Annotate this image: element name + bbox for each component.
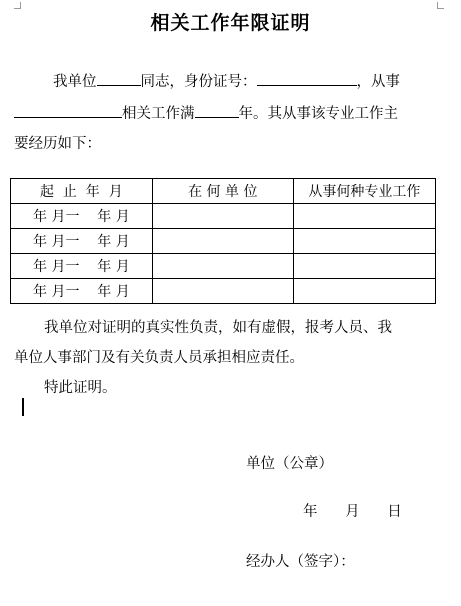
header-unit: 在 何 单 位 bbox=[152, 179, 293, 204]
intro-text-engaged: ，从事 bbox=[356, 74, 400, 90]
work-cell[interactable] bbox=[293, 279, 435, 304]
table-row bbox=[11, 204, 436, 229]
name-blank[interactable] bbox=[97, 70, 141, 86]
unit-cell[interactable] bbox=[152, 229, 293, 254]
header-period: 起 止 年 月 bbox=[11, 179, 153, 204]
period-cell[interactable]: 年 月一 年 月 bbox=[11, 279, 153, 304]
handler-signature-label: 经办人（签字）： bbox=[246, 554, 355, 570]
period-cell[interactable]: 年 月一 年 月 bbox=[11, 229, 153, 254]
id-number-blank[interactable] bbox=[257, 70, 357, 86]
document-title: 相关工作年限证明 bbox=[150, 12, 311, 34]
intro-line-3: 要经历如下： bbox=[14, 136, 101, 152]
work-cell[interactable] bbox=[293, 254, 435, 279]
table-row bbox=[11, 279, 436, 304]
unit-cell[interactable] bbox=[152, 279, 293, 304]
work-cell[interactable] bbox=[293, 204, 435, 229]
table-row bbox=[11, 254, 436, 279]
experience-table bbox=[10, 178, 436, 304]
intro-line-1 bbox=[53, 70, 400, 91]
intro-text-id: 同志，身份证号： bbox=[140, 74, 257, 90]
statement-line-1: 我单位对证明的真实性负责，如有虚假，报考人员、我 bbox=[44, 320, 392, 336]
intro-text-years: 相关工作满 bbox=[122, 106, 195, 122]
table-row bbox=[11, 229, 436, 254]
intro-line-2 bbox=[14, 102, 398, 123]
field-blank[interactable] bbox=[14, 102, 122, 118]
intro-text-major: 年。其从事该专业工作主 bbox=[238, 106, 398, 122]
header-work: 从事何种专业工作 bbox=[293, 179, 435, 204]
years-blank[interactable] bbox=[195, 102, 239, 118]
intro-text-unit: 我单位 bbox=[53, 74, 97, 90]
statement-line-2: 单位人事部门及有关负责人员承担相应责任。 bbox=[14, 350, 304, 366]
unit-cell[interactable] bbox=[152, 204, 293, 229]
period-cell[interactable]: 年 月一 年 月 bbox=[11, 204, 153, 229]
table-header-row bbox=[11, 179, 436, 204]
unit-seal-label: 单位（公章） bbox=[246, 456, 333, 472]
work-cell[interactable] bbox=[293, 229, 435, 254]
date-label: 年 月 日 bbox=[303, 504, 402, 520]
unit-cell[interactable] bbox=[152, 254, 293, 279]
statement-line-3: 特此证明。 bbox=[44, 380, 117, 396]
text-cursor bbox=[22, 398, 24, 416]
period-cell[interactable]: 年 月一 年 月 bbox=[11, 254, 153, 279]
